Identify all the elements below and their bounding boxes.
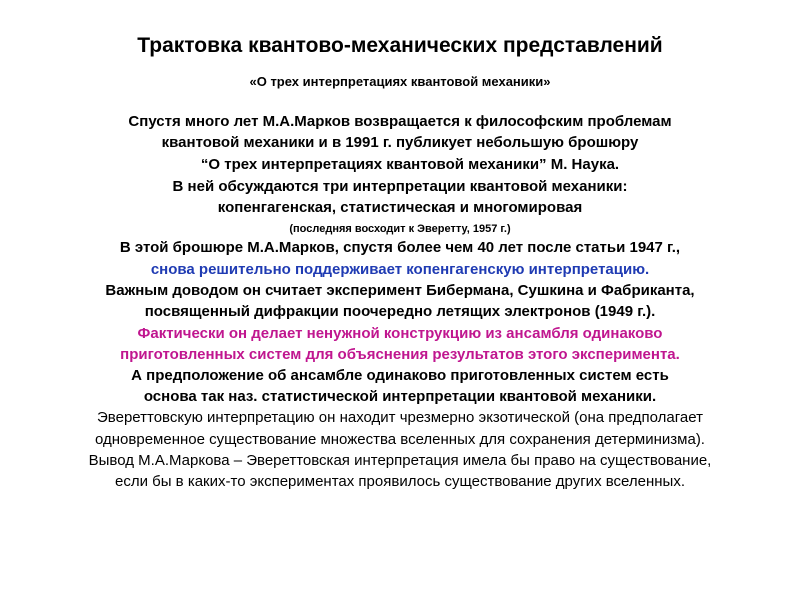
- body-line-13: А предположение об ансамбле одинаково приготовленных систем есть: [131, 367, 669, 384]
- slide-subtitle: «О трех интерпретациях квантовой механики»: [249, 74, 551, 89]
- body-line-12-highlight: приготовленных систем для объяснения результатов этого эксперимента.: [120, 346, 680, 363]
- body-line-1: Спустя много лет М.А.Марков возвращается к философским проблемам: [128, 113, 672, 130]
- body-line-2: квантовой механики и в 1991 г. публикует небольшую брошюру: [161, 134, 639, 151]
- body-line-5: копенгагенская, статистическая и многомировая: [217, 199, 583, 216]
- body-line-10: посвященный дифракции поочередно летящих электронов (1949 г.).: [144, 303, 656, 320]
- body-line-8-highlight: снова решительно поддерживает копенгагенскую интерпретацию.: [150, 261, 650, 278]
- body-line-4: В ней обсуждаются три интерпретации квантовой механики:: [172, 178, 628, 195]
- body-line-3: “О трех интерпретациях квантовой механики” М. Наука.: [200, 156, 620, 173]
- body-line-15: Эвереттовскую интерпретацию он находит чрезмерно экзотической (она предполагает: [97, 409, 703, 426]
- body-line-9: Важным доводом он считает эксперимент Бибермана, Сушкина и Фабриканта,: [105, 282, 695, 299]
- body-line-17: Вывод М.А.Маркова – Эвереттовская интерпретация имела бы право на существование,: [88, 452, 712, 469]
- slide-title: Трактовка квантово-механических представлений: [137, 34, 663, 57]
- body-line-14: основа так наз. статистической интерпретации квантовой механики.: [143, 388, 657, 405]
- body-line-18: если бы в каких-то экспериментах проявилось существование других вселенных.: [115, 473, 685, 490]
- body-line-16: одновременное существование множества вселенных для сохранения детерминизма).: [95, 431, 705, 448]
- body-line-7: В этой брошюре М.А.Марков, спустя более чем 40 лет после статьи 1947 г.,: [119, 239, 681, 256]
- body-line-6: (последняя восходит к Эверетту, 1957 г.): [289, 223, 511, 235]
- body-line-11-highlight: Фактически он делает ненужной конструкцию из ансамбля одинаково: [137, 325, 663, 342]
